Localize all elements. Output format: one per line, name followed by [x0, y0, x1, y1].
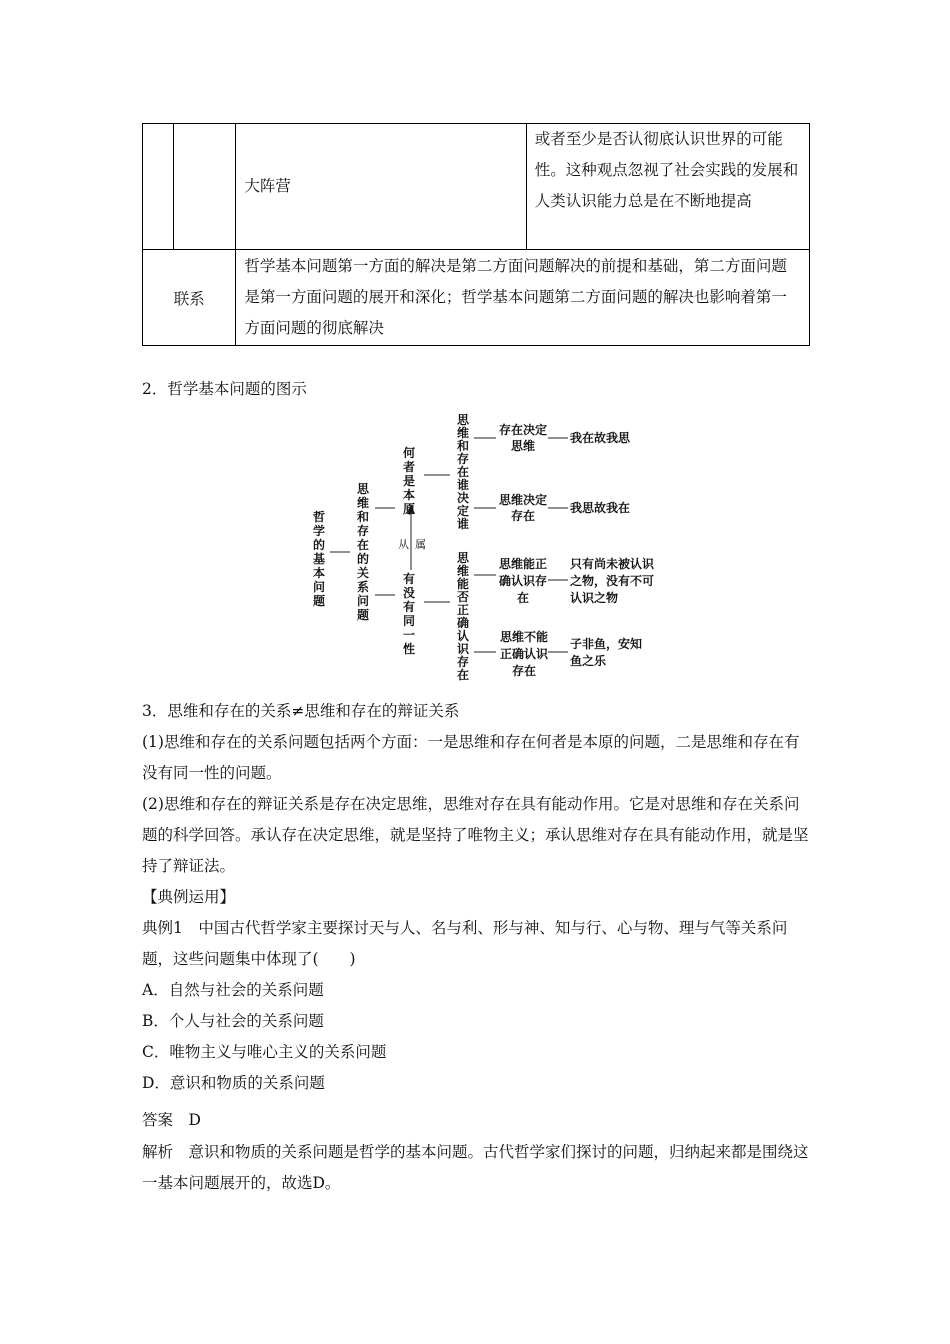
- option-a: A．自然与社会的关系问题: [142, 981, 324, 999]
- diagram-level1: 思维和存在的关系问题: [357, 482, 370, 622]
- table-cell-camp: 大阵营: [236, 124, 526, 250]
- section-3-title: 3．思维和存在的关系≠思维和存在的辩证关系: [142, 702, 460, 720]
- diagram-a2-label: 思维决定存在: [498, 493, 547, 523]
- section-3-paragraph-2: (2)思维和存在的辩证关系是存在决定思维，思维对存在具有能动作用。它是对思维和存在关系问题的科学回答。承认存在决定思维，就是坚持了唯物主义；承认思维对存在具有能动作用，就是坚持了辩证法。: [142, 795, 809, 875]
- table-cell-empty-1: [143, 124, 174, 250]
- example-heading: 【典例运用】: [142, 888, 236, 906]
- option-b: B．个人与社会的关系问题: [142, 1012, 324, 1030]
- comparison-table: [142, 123, 810, 346]
- table-cell-empty-2: [174, 124, 236, 250]
- diagram-a1-example: 我在故我思: [570, 431, 631, 445]
- diagram-branch-b: 有没有同一性: [403, 572, 416, 656]
- philosophy-diagram: [300, 410, 670, 682]
- analysis: 解析 意识和物质的关系问题是哲学的基本问题。古代哲学家们探讨的问题，归纳起来都是围绕这一基本问题展开的，故选D。: [142, 1143, 809, 1192]
- table-cell-agnosticism-note: 或者至少是否认彻底认识世界的可能性。这种观点忽视了社会实践的发展和人类认识能力总是在不断地提高: [526, 124, 809, 250]
- diagram-a-question: 思维和存在谁决定谁: [457, 413, 470, 531]
- section-3-paragraph-1: (1)思维和存在的关系问题包括两个方面：一是思维和存在何者是本原的问题，二是思维和存在有没有同一性的问题。: [142, 733, 800, 782]
- diagram-root: 哲学的基本问题: [313, 510, 326, 608]
- diagram-b2-label: 思维不能正确认识存在: [499, 630, 548, 678]
- example-question: 典例1 中国古代哲学家主要探讨天与人、名与利、形与神、知与行、心与物、理与气等关系问题，这些问题集中体现了( ): [142, 919, 788, 968]
- diagram-b1-example: 只有尚未被认识之物，没有不可认识之物: [570, 557, 655, 605]
- diagram-branch-a: 何者是本原: [403, 446, 416, 516]
- option-c: C．唯物主义与唯心主义的关系问题: [142, 1043, 387, 1061]
- option-d: D．意识和物质的关系问题: [142, 1074, 325, 1092]
- answer: 答案 D: [142, 1111, 201, 1129]
- diagram-b2-example: 子非鱼，安知鱼之乐: [570, 637, 643, 668]
- diagram-a2-example: 我思故我在: [570, 501, 631, 515]
- table-cell-relation-label: 联系: [143, 250, 236, 346]
- diagram-relation: 从属: [398, 538, 432, 551]
- section-2-title: 2．哲学基本问题的图示: [142, 380, 307, 398]
- table-cell-relation-content: 哲学基本问题第一方面的解决是第二方面问题解决的前提和基础，第二方面问题是第一方面问题的展开和深化；哲学基本问题第二方面问题的解决也影响着第一方面问题的彻底解决: [236, 250, 810, 346]
- diagram-a1-label: 存在决定思维: [498, 423, 547, 453]
- diagram-b1-label: 思维能正确认识存在: [498, 557, 547, 605]
- diagram-b-question: 思维能否正确认识存在: [457, 551, 470, 682]
